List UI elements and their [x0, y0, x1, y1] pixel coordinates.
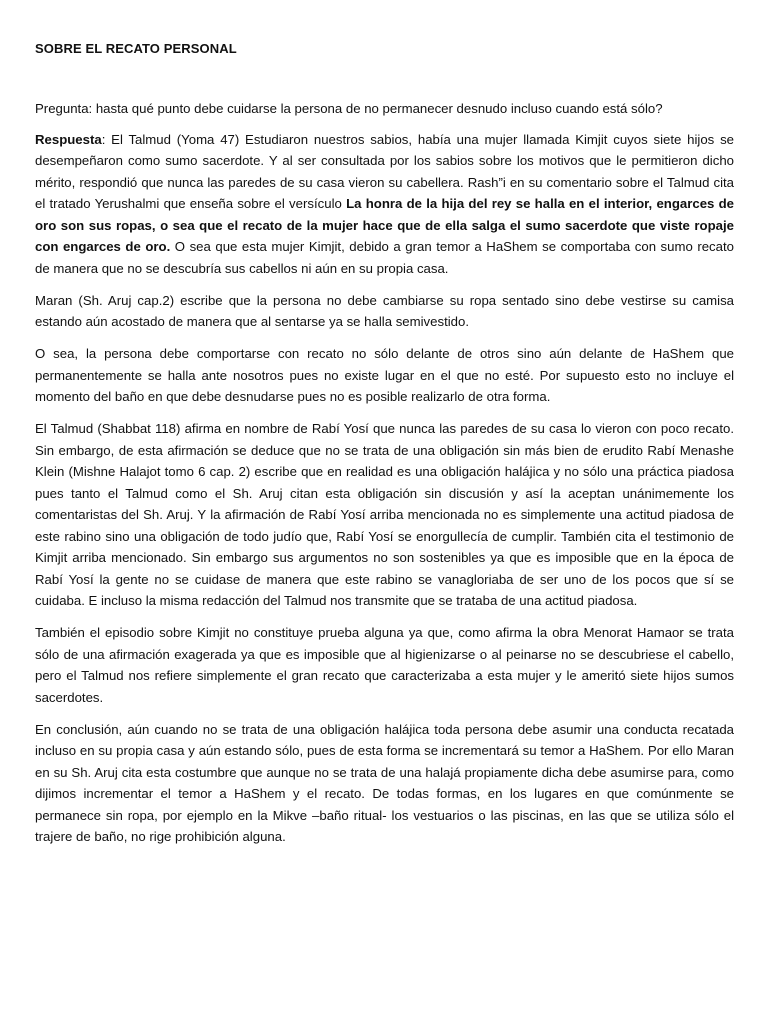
paragraph-conclusion: En conclusión, aún cuando no se trata de una obligación halájica toda persona debe asumir una conducta recatada incluso en su propia casa y aún estando sólo, pues de esta forma se incrementará su temor a HaShem. Por ello Maran en su Sh. Aruj cita esta costumbre que aunque no se trata de una halajá propiamente dicha debe asumirse para, como dijimos incrementar el temor a HaShem y el recato. De todas formas, en los lugares en que comúnmente se permanece sin ropa, por ejemplo en la Mikve –baño ritual- los vestuarios o las piscinas, en las que se utiliza sólo el trajere de baño, no rige prohibición alguna. [35, 721, 734, 844]
question-paragraph: Pregunta: hasta qué punto debe cuidarse la persona de no permanecer desnudo incluso cuando está sólo? [35, 101, 663, 116]
paragraph-shabbat: El Talmud (Shabbat 118) afirma en nombre de Rabí Yosí que nunca las paredes de su casa lo vieron con poco recato. Sin embargo, de esta afirmación se deduce que no se trata de una obligación sin más bien de erudito Rabí Menashe Klein (Mishne Halajot tomo 6 cap. 2) escribe que en realidad es una obligación halájica y no sólo una práctica piadosa pues tanto el Talmud como el Sh. Aruj citan esta obligación sin discusión y así la aceptan unánimemente los comentaristas del Sh. Aruj. Y la afirmación de Rabí Yosí arriba mencionada no es simplemente una actitud piadosa de este rabino sino una obligación de todo judío que, Rabí Yosí se enorgullecía de cumplir. También cita el testimonio de Kimjit arriba mencionado. Sin embargo sus argumentos no son sostenibles ya que es imposible que en la época de Rabí Yosí la gente no se cuidase de manera que este rabino se vanagloriaba de ser uno de los pocos que sí se cuidaba. E incluso la misma redacción del Talmud nos transmite que se trataba de una actitud piadosa. [35, 421, 734, 608]
paragraph-maran: Maran (Sh. Aruj cap.2) escribe que la persona no debe cambiarse su ropa sentado sino debe vestirse su camisa estando aún acostado de manera que al sentarse ya se halla semivestido. [35, 292, 734, 329]
paragraph-kimjit: También el episodio sobre Kimjit no constituye prueba alguna ya que, como afirma la obra Menorat Hamaor se trata sólo de una afirmación exagerada ya que es imposible que al higienizarse o al peinarse no se descubriese el cabello, pero el Talmud nos refiere simplemente el gran recato que caracterizaba a esta mujer y le ameritó siete hijos sumos sacerdotes. [35, 625, 734, 705]
answer-label: Respuesta [35, 131, 102, 147]
paragraph-recato: O sea, la persona debe comportarse con recato no sólo delante de otros sino aún delante de HaShem que permanentemente se halla ante nosotros pues no existe lugar en el que no esté. Por supuesto esto no incluye el momento del baño en que debe desnudarse pues no es posible realizarlo de otra forma. [35, 346, 734, 404]
answer-paragraph [35, 129, 734, 280]
answer-bold-quote: La honra de la hija del rey se halla en el interior, engarces de oro son sus ropas, o sea que el recato de la mujer hace que de ella salga el sumo sacerdote que viste ropaje con engarces de oro. [35, 196, 735, 254]
answer-text-before: : El Talmud (Yoma 47) Estudiaron nuestros sabios, había una mujer llamada Kimjit cuyos siete hijos se desempeñaron como sumo sacerdote. Y al ser consultada por los sabios sobre los motivos que le permitieron dicho mérito, respondió que nunca las paredes de su casa vieron su cabellera. Rash”i en su comentario sobre el Talmud cita el tratado Yerushalmi que enseña sobre el versículo [35, 131, 734, 211]
document-title: SOBRE EL RECATO PERSONAL [35, 41, 237, 56]
answer-text-after: O sea que esta mujer Kimjit, debido a gran temor a HaShem se comportaba con sumo recato de manera que no se descubría sus cabellos ni aún en su propia casa. [35, 239, 734, 276]
